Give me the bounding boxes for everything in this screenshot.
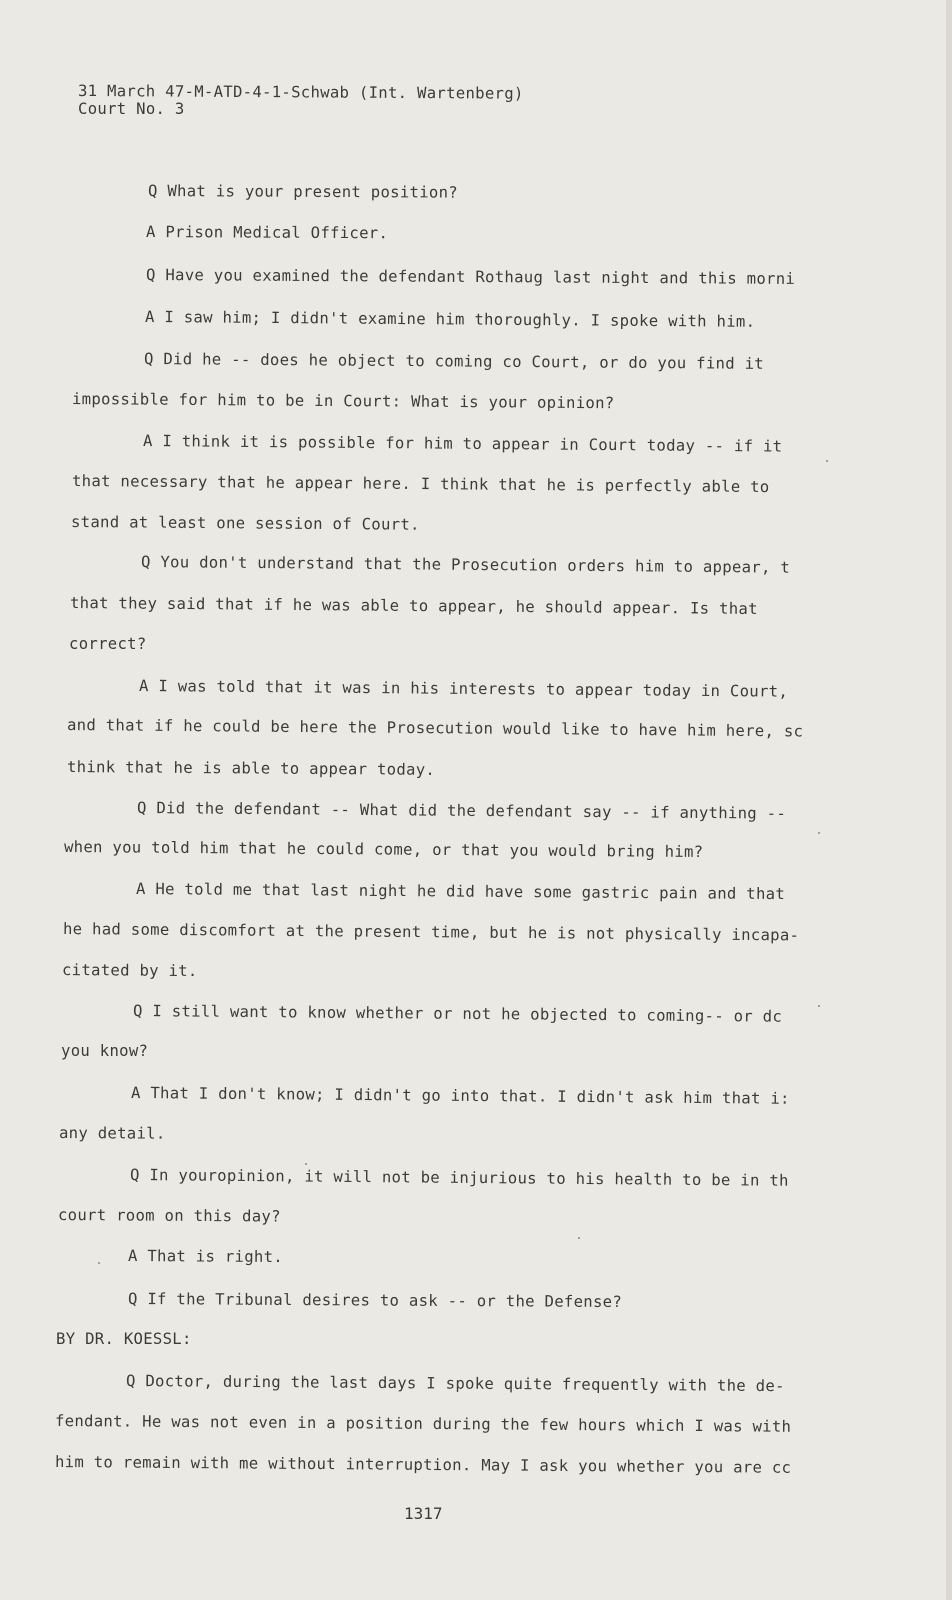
text-line: Q Have you examined the defendant Rothaug last night and this morni — [145, 266, 796, 288]
paper-speck — [305, 1163, 307, 1165]
text-line: you know? — [61, 1042, 149, 1060]
text-line: think that he is able to appear today. — [66, 758, 436, 779]
text-line: that they said that if he was able to appear, he should appear. Is that — [69, 594, 758, 619]
paper-speck — [818, 832, 820, 834]
text-line: Q Did he -- does he object to coming co Court, or do you find it — [143, 350, 765, 373]
text-line: A He told me that last night he did have some gastric pain and that — [135, 880, 786, 904]
text-line: A I saw him; I didn't examine him thoroughly. I spoke with him. — [144, 308, 756, 331]
text-line: court room on this day? — [57, 1206, 281, 1226]
text-line: A That I don't know; I didn't go into that. I didn't ask him that i: — [130, 1084, 790, 1108]
text-line: correct? — [69, 635, 147, 653]
text-line: A That is right. — [127, 1247, 284, 1267]
text-line: that necessary that he appear here. I think that he is perfectly able to — [71, 472, 770, 497]
text-line: A I think it is possible for him to appear in Court today -- if it — [142, 432, 783, 456]
header-line-2: Court No. 3 — [78, 100, 185, 118]
text-line: Q You don't understand that the Prosecution orders him to appear, t — [140, 553, 791, 577]
paper-speck — [826, 460, 828, 462]
text-line: fendant. He was not even in a position during the few hours which I was with — [54, 1412, 792, 1436]
text-line: Q Did the defendant -- What did the defendant say -- if anything -- — [136, 799, 787, 823]
page-number: 1317 — [404, 1504, 443, 1523]
header-line-1: 31 March 47-M-ATD-4-1-Schwab (Int. Wartenberg) — [77, 82, 524, 103]
paper-speck — [578, 1237, 580, 1239]
text-line: and that if he could be here the Prosecution would like to have him here, sc — [66, 716, 804, 741]
text-line: impossible for him to be in Court: What is your opinion? — [71, 390, 615, 413]
text-line: any detail. — [58, 1124, 166, 1143]
text-line: stand at least one session of Court. — [70, 513, 420, 534]
text-line: A I was told that it was in his interests to appear today in Court, — [138, 677, 789, 701]
text-line: BY DR. KOESSL: — [56, 1330, 192, 1348]
text-line: Q What is your present position? — [147, 182, 459, 202]
text-line: Q If the Tribunal desires to ask -- or the Defense? — [127, 1290, 623, 1312]
text-line: A Prison Medical Officer. — [145, 223, 389, 243]
text-line: Q In youropinion, it will not be injurious to his health to be in th — [129, 1166, 789, 1190]
text-line: when you told him that he could come, or that you would bring him? — [63, 838, 704, 862]
text-line: citated by it. — [61, 961, 198, 981]
text-line: Q I still want to know whether or not he objected to coming-- or dc — [132, 1002, 783, 1026]
text-line: he had some discomfort at the present time, but he is not physically incapa- — [62, 920, 800, 945]
text-line: him to remain with me without interruption. May I ask you whether you are cc — [54, 1453, 792, 1477]
paper-speck — [98, 1262, 100, 1264]
paper-speck — [818, 1005, 820, 1007]
text-line: Q Doctor, during the last days I spoke quite frequently with the de- — [125, 1372, 785, 1396]
